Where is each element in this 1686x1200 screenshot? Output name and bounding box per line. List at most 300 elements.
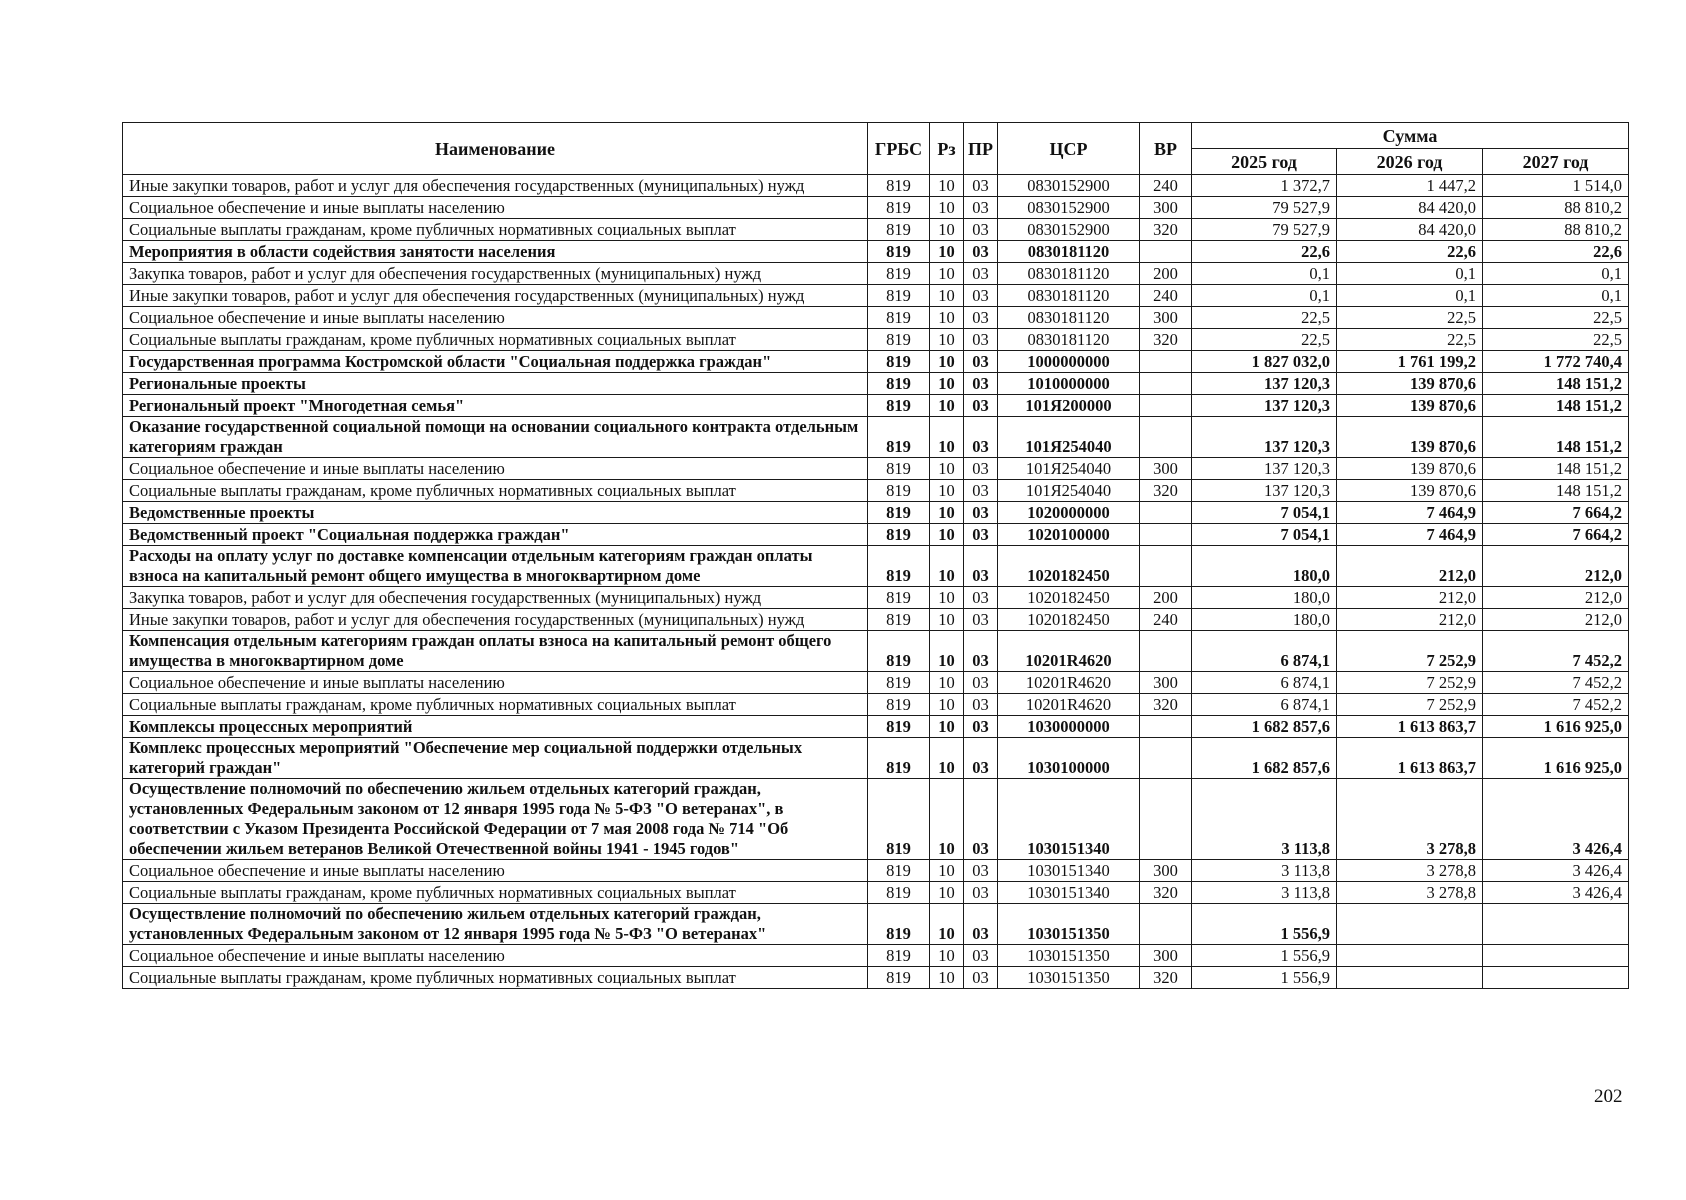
cell-csr: 101Я254040	[998, 458, 1140, 480]
cell-pr: 03	[964, 502, 998, 524]
cell-2025: 3 113,8	[1192, 882, 1337, 904]
table-row	[123, 631, 1629, 672]
cell-vr: 240	[1140, 175, 1192, 197]
cell-grbs: 819	[868, 241, 930, 263]
cell-csr: 1030151350	[998, 967, 1140, 989]
cell-name: Социальное обеспечение и иные выплаты населению	[123, 197, 868, 219]
cell-csr: 1020182450	[998, 546, 1140, 587]
cell-rz: 10	[930, 779, 964, 860]
cell-2026	[1337, 945, 1483, 967]
cell-rz: 10	[930, 502, 964, 524]
cell-csr: 1020100000	[998, 524, 1140, 546]
cell-2026: 1 613 863,7	[1337, 738, 1483, 779]
cell-2025: 1 556,9	[1192, 945, 1337, 967]
cell-rz: 10	[930, 967, 964, 989]
cell-grbs: 819	[868, 779, 930, 860]
table-header	[123, 123, 1629, 175]
cell-2027: 22,6	[1483, 241, 1629, 263]
header-year-2025: 2025 год	[1192, 149, 1337, 175]
cell-2025: 6 874,1	[1192, 694, 1337, 716]
cell-vr: 320	[1140, 967, 1192, 989]
cell-rz: 10	[930, 882, 964, 904]
cell-csr: 0830181120	[998, 263, 1140, 285]
cell-pr: 03	[964, 882, 998, 904]
cell-rz: 10	[930, 373, 964, 395]
cell-name: Осуществление полномочий по обеспечению жильем отдельных категорий граждан, установленных Федеральным законом от 12 января 1995 года № 5-ФЗ "О ветеранах", в соответствии с Указом Президента Российской Федерации от 7 мая 2008 года № 714 "Об обеспечении жильем ветеранов Великой Отечественной войны 1941 - 1945 годов"	[123, 779, 868, 860]
table-row	[123, 417, 1629, 458]
cell-2026: 139 870,6	[1337, 480, 1483, 502]
header-name: Наименование	[123, 123, 868, 175]
table-row	[123, 329, 1629, 351]
cell-grbs: 819	[868, 417, 930, 458]
cell-2026: 7 252,9	[1337, 672, 1483, 694]
table-row	[123, 587, 1629, 609]
cell-2027: 88 810,2	[1483, 219, 1629, 241]
cell-csr: 1030151350	[998, 904, 1140, 945]
cell-2026	[1337, 967, 1483, 989]
cell-2026: 212,0	[1337, 587, 1483, 609]
header-year-2026: 2026 год	[1337, 149, 1483, 175]
budget-table	[122, 122, 1629, 989]
cell-name: Социальные выплаты гражданам, кроме публичных нормативных социальных выплат	[123, 329, 868, 351]
cell-name: Комплексы процессных мероприятий	[123, 716, 868, 738]
cell-name: Закупка товаров, работ и услуг для обеспечения государственных (муниципальных) нужд	[123, 263, 868, 285]
cell-2025: 1 682 857,6	[1192, 738, 1337, 779]
cell-name: Государственная программа Костромской области "Социальная поддержка граждан"	[123, 351, 868, 373]
header-grbs: ГРБС	[868, 123, 930, 175]
table-row	[123, 285, 1629, 307]
table-row	[123, 779, 1629, 860]
cell-2025: 180,0	[1192, 587, 1337, 609]
table-row	[123, 967, 1629, 989]
cell-2027: 148 151,2	[1483, 417, 1629, 458]
cell-2027: 1 514,0	[1483, 175, 1629, 197]
cell-2027: 22,5	[1483, 307, 1629, 329]
cell-grbs: 819	[868, 219, 930, 241]
table-row	[123, 219, 1629, 241]
cell-csr: 1020000000	[998, 502, 1140, 524]
cell-csr: 1030151340	[998, 860, 1140, 882]
cell-2027: 7 452,2	[1483, 694, 1629, 716]
table-row	[123, 197, 1629, 219]
cell-csr: 1030151340	[998, 882, 1140, 904]
cell-grbs: 819	[868, 307, 930, 329]
cell-rz: 10	[930, 458, 964, 480]
cell-2027: 0,1	[1483, 263, 1629, 285]
cell-grbs: 819	[868, 351, 930, 373]
cell-2025: 22,6	[1192, 241, 1337, 263]
cell-2027: 3 426,4	[1483, 779, 1629, 860]
cell-2025: 137 120,3	[1192, 480, 1337, 502]
cell-name: Закупка товаров, работ и услуг для обеспечения государственных (муниципальных) нужд	[123, 587, 868, 609]
cell-grbs: 819	[868, 738, 930, 779]
table-row	[123, 694, 1629, 716]
table-row	[123, 945, 1629, 967]
cell-grbs: 819	[868, 609, 930, 631]
cell-vr: 240	[1140, 285, 1192, 307]
cell-grbs: 819	[868, 263, 930, 285]
table-row	[123, 480, 1629, 502]
cell-grbs: 819	[868, 458, 930, 480]
cell-2025: 0,1	[1192, 263, 1337, 285]
cell-2026: 7 252,9	[1337, 631, 1483, 672]
cell-2026: 0,1	[1337, 285, 1483, 307]
cell-grbs: 819	[868, 945, 930, 967]
cell-csr: 0830181120	[998, 307, 1140, 329]
cell-name: Социальное обеспечение и иные выплаты населению	[123, 458, 868, 480]
cell-2026: 22,5	[1337, 329, 1483, 351]
cell-pr: 03	[964, 631, 998, 672]
cell-2026: 0,1	[1337, 263, 1483, 285]
cell-2025: 22,5	[1192, 307, 1337, 329]
cell-name: Социальное обеспечение и иные выплаты населению	[123, 307, 868, 329]
cell-2025: 6 874,1	[1192, 631, 1337, 672]
cell-csr: 0830152900	[998, 175, 1140, 197]
table-body	[123, 175, 1629, 989]
cell-pr: 03	[964, 241, 998, 263]
cell-pr: 03	[964, 197, 998, 219]
cell-grbs: 819	[868, 197, 930, 219]
cell-csr: 0830181120	[998, 285, 1140, 307]
cell-2027: 212,0	[1483, 546, 1629, 587]
cell-csr: 1030151340	[998, 779, 1140, 860]
cell-2025: 3 113,8	[1192, 860, 1337, 882]
cell-rz: 10	[930, 263, 964, 285]
cell-pr: 03	[964, 524, 998, 546]
cell-2027: 88 810,2	[1483, 197, 1629, 219]
cell-pr: 03	[964, 219, 998, 241]
cell-grbs: 819	[868, 285, 930, 307]
page-number: 202	[1594, 1086, 1623, 1107]
header-vr: ВР	[1140, 123, 1192, 175]
cell-pr: 03	[964, 716, 998, 738]
cell-pr: 03	[964, 285, 998, 307]
cell-2026: 7 464,9	[1337, 502, 1483, 524]
cell-name: Ведомственный проект "Социальная поддержка граждан"	[123, 524, 868, 546]
cell-vr: 320	[1140, 219, 1192, 241]
cell-vr: 300	[1140, 307, 1192, 329]
cell-vr: 240	[1140, 609, 1192, 631]
cell-pr: 03	[964, 329, 998, 351]
cell-name: Социальное обеспечение и иные выплаты населению	[123, 860, 868, 882]
cell-csr: 0830181120	[998, 241, 1140, 263]
cell-grbs: 819	[868, 860, 930, 882]
cell-2025: 1 827 032,0	[1192, 351, 1337, 373]
table-row	[123, 738, 1629, 779]
cell-rz: 10	[930, 945, 964, 967]
cell-rz: 10	[930, 307, 964, 329]
cell-name: Компенсация отдельным категориям граждан оплаты взноса на капитальный ремонт общего имущества в многоквартирном доме	[123, 631, 868, 672]
cell-rz: 10	[930, 241, 964, 263]
cell-2026: 84 420,0	[1337, 197, 1483, 219]
cell-2026: 7 464,9	[1337, 524, 1483, 546]
table-row	[123, 672, 1629, 694]
cell-2027	[1483, 967, 1629, 989]
cell-grbs: 819	[868, 546, 930, 587]
table-row	[123, 716, 1629, 738]
cell-vr	[1140, 546, 1192, 587]
cell-csr: 1030000000	[998, 716, 1140, 738]
cell-2026	[1337, 904, 1483, 945]
cell-vr	[1140, 395, 1192, 417]
cell-csr: 10201R4620	[998, 694, 1140, 716]
cell-vr	[1140, 241, 1192, 263]
cell-vr	[1140, 417, 1192, 458]
cell-rz: 10	[930, 175, 964, 197]
cell-2027	[1483, 945, 1629, 967]
cell-csr: 101Я254040	[998, 417, 1140, 458]
cell-2025: 1 372,7	[1192, 175, 1337, 197]
cell-rz: 10	[930, 524, 964, 546]
table-row	[123, 458, 1629, 480]
cell-vr: 300	[1140, 197, 1192, 219]
cell-2027: 1 772 740,4	[1483, 351, 1629, 373]
table-row	[123, 175, 1629, 197]
cell-csr: 10201R4620	[998, 672, 1140, 694]
cell-2025: 1 556,9	[1192, 967, 1337, 989]
cell-vr	[1140, 373, 1192, 395]
header-csr: ЦСР	[998, 123, 1140, 175]
table-row	[123, 373, 1629, 395]
cell-2027: 1 616 925,0	[1483, 716, 1629, 738]
cell-2026: 84 420,0	[1337, 219, 1483, 241]
cell-2027: 148 151,2	[1483, 395, 1629, 417]
table-row	[123, 860, 1629, 882]
cell-2027: 3 426,4	[1483, 860, 1629, 882]
table-row	[123, 904, 1629, 945]
cell-2027	[1483, 904, 1629, 945]
table-row	[123, 882, 1629, 904]
cell-name: Социальное обеспечение и иные выплаты населению	[123, 672, 868, 694]
cell-vr: 300	[1140, 945, 1192, 967]
cell-2027: 0,1	[1483, 285, 1629, 307]
cell-csr: 1030151350	[998, 945, 1140, 967]
table-row	[123, 524, 1629, 546]
cell-pr: 03	[964, 779, 998, 860]
cell-pr: 03	[964, 395, 998, 417]
cell-pr: 03	[964, 672, 998, 694]
cell-grbs: 819	[868, 716, 930, 738]
cell-2027: 148 151,2	[1483, 373, 1629, 395]
cell-csr: 0830181120	[998, 329, 1140, 351]
cell-pr: 03	[964, 694, 998, 716]
cell-vr	[1140, 904, 1192, 945]
cell-2027: 7 664,2	[1483, 502, 1629, 524]
cell-2026: 139 870,6	[1337, 458, 1483, 480]
cell-name: Оказание государственной социальной помощи на основании социального контракта отдельным категориям граждан	[123, 417, 868, 458]
cell-pr: 03	[964, 417, 998, 458]
cell-vr: 300	[1140, 672, 1192, 694]
cell-name: Расходы на оплату услуг по доставке компенсации отдельным категориям граждан оплаты взноса на капитальный ремонт общего имущества в многоквартирном доме	[123, 546, 868, 587]
cell-vr	[1140, 738, 1192, 779]
cell-grbs: 819	[868, 329, 930, 351]
cell-grbs: 819	[868, 672, 930, 694]
cell-rz: 10	[930, 609, 964, 631]
cell-2025: 3 113,8	[1192, 779, 1337, 860]
cell-vr	[1140, 779, 1192, 860]
cell-rz: 10	[930, 860, 964, 882]
cell-name: Региональные проекты	[123, 373, 868, 395]
cell-vr	[1140, 524, 1192, 546]
cell-name: Региональный проект "Многодетная семья"	[123, 395, 868, 417]
cell-csr: 101Я200000	[998, 395, 1140, 417]
cell-pr: 03	[964, 307, 998, 329]
cell-2027: 7 452,2	[1483, 631, 1629, 672]
cell-2026: 1 761 199,2	[1337, 351, 1483, 373]
cell-grbs: 819	[868, 967, 930, 989]
cell-rz: 10	[930, 716, 964, 738]
cell-grbs: 819	[868, 904, 930, 945]
cell-rz: 10	[930, 738, 964, 779]
cell-vr: 320	[1140, 882, 1192, 904]
cell-vr: 320	[1140, 329, 1192, 351]
table-row	[123, 546, 1629, 587]
cell-vr: 200	[1140, 587, 1192, 609]
cell-rz: 10	[930, 587, 964, 609]
cell-vr	[1140, 502, 1192, 524]
cell-name: Социальные выплаты гражданам, кроме публичных нормативных социальных выплат	[123, 967, 868, 989]
cell-pr: 03	[964, 351, 998, 373]
cell-2025: 180,0	[1192, 609, 1337, 631]
cell-grbs: 819	[868, 694, 930, 716]
cell-2026: 3 278,8	[1337, 860, 1483, 882]
cell-2026: 22,6	[1337, 241, 1483, 263]
cell-name: Ведомственные проекты	[123, 502, 868, 524]
cell-csr: 1000000000	[998, 351, 1140, 373]
table-row	[123, 609, 1629, 631]
cell-2025: 180,0	[1192, 546, 1337, 587]
cell-2027: 7 664,2	[1483, 524, 1629, 546]
cell-grbs: 819	[868, 373, 930, 395]
cell-rz: 10	[930, 631, 964, 672]
cell-2025: 7 054,1	[1192, 524, 1337, 546]
cell-csr: 0830152900	[998, 197, 1140, 219]
cell-rz: 10	[930, 672, 964, 694]
cell-2025: 79 527,9	[1192, 197, 1337, 219]
cell-name: Мероприятия в области содействия занятости населения	[123, 241, 868, 263]
cell-csr: 0830152900	[998, 219, 1140, 241]
cell-2027: 3 426,4	[1483, 882, 1629, 904]
cell-vr	[1140, 716, 1192, 738]
cell-2026: 139 870,6	[1337, 395, 1483, 417]
cell-pr: 03	[964, 458, 998, 480]
cell-name: Социальные выплаты гражданам, кроме публичных нормативных социальных выплат	[123, 219, 868, 241]
cell-2026: 1 447,2	[1337, 175, 1483, 197]
cell-grbs: 819	[868, 175, 930, 197]
cell-pr: 03	[964, 587, 998, 609]
cell-csr: 1030100000	[998, 738, 1140, 779]
cell-grbs: 819	[868, 395, 930, 417]
cell-vr: 320	[1140, 694, 1192, 716]
cell-grbs: 819	[868, 502, 930, 524]
table-row	[123, 241, 1629, 263]
cell-2027: 1 616 925,0	[1483, 738, 1629, 779]
cell-2027: 7 452,2	[1483, 672, 1629, 694]
cell-rz: 10	[930, 219, 964, 241]
cell-grbs: 819	[868, 587, 930, 609]
table-row	[123, 263, 1629, 285]
table-row	[123, 351, 1629, 373]
cell-name: Социальные выплаты гражданам, кроме публичных нормативных социальных выплат	[123, 694, 868, 716]
cell-rz: 10	[930, 395, 964, 417]
cell-2025: 137 120,3	[1192, 373, 1337, 395]
cell-2026: 212,0	[1337, 546, 1483, 587]
cell-name: Комплекс процессных мероприятий "Обеспечение мер социальной поддержки отдельных категорий граждан"	[123, 738, 868, 779]
cell-2025: 22,5	[1192, 329, 1337, 351]
cell-vr: 200	[1140, 263, 1192, 285]
cell-2027: 148 151,2	[1483, 458, 1629, 480]
cell-name: Иные закупки товаров, работ и услуг для обеспечения государственных (муниципальных) нужд	[123, 285, 868, 307]
cell-2026: 22,5	[1337, 307, 1483, 329]
table-row	[123, 307, 1629, 329]
cell-rz: 10	[930, 329, 964, 351]
cell-2027: 212,0	[1483, 609, 1629, 631]
cell-name: Осуществление полномочий по обеспечению жильем отдельных категорий граждан, установленных Федеральным законом от 12 января 1995 года № 5-ФЗ "О ветеранах"	[123, 904, 868, 945]
cell-2026: 139 870,6	[1337, 417, 1483, 458]
cell-pr: 03	[964, 175, 998, 197]
cell-grbs: 819	[868, 631, 930, 672]
cell-2027: 148 151,2	[1483, 480, 1629, 502]
cell-name: Иные закупки товаров, работ и услуг для обеспечения государственных (муниципальных) нужд	[123, 175, 868, 197]
cell-vr	[1140, 351, 1192, 373]
cell-csr: 1010000000	[998, 373, 1140, 395]
cell-vr: 300	[1140, 458, 1192, 480]
cell-2026: 7 252,9	[1337, 694, 1483, 716]
table-row	[123, 395, 1629, 417]
cell-rz: 10	[930, 694, 964, 716]
cell-pr: 03	[964, 904, 998, 945]
cell-2026: 3 278,8	[1337, 779, 1483, 860]
cell-pr: 03	[964, 967, 998, 989]
header-year-2027: 2027 год	[1483, 149, 1629, 175]
cell-2025: 6 874,1	[1192, 672, 1337, 694]
cell-2027: 22,5	[1483, 329, 1629, 351]
cell-rz: 10	[930, 904, 964, 945]
cell-pr: 03	[964, 738, 998, 779]
cell-grbs: 819	[868, 480, 930, 502]
cell-vr: 300	[1140, 860, 1192, 882]
cell-name: Социальные выплаты гражданам, кроме публичных нормативных социальных выплат	[123, 480, 868, 502]
cell-name: Иные закупки товаров, работ и услуг для обеспечения государственных (муниципальных) нужд	[123, 609, 868, 631]
cell-2027: 212,0	[1483, 587, 1629, 609]
cell-csr: 1020182450	[998, 609, 1140, 631]
cell-2025: 7 054,1	[1192, 502, 1337, 524]
cell-name: Социальные выплаты гражданам, кроме публичных нормативных социальных выплат	[123, 882, 868, 904]
cell-pr: 03	[964, 945, 998, 967]
cell-grbs: 819	[868, 524, 930, 546]
cell-pr: 03	[964, 373, 998, 395]
cell-name: Социальное обеспечение и иные выплаты населению	[123, 945, 868, 967]
cell-grbs: 819	[868, 882, 930, 904]
cell-vr: 320	[1140, 480, 1192, 502]
cell-pr: 03	[964, 480, 998, 502]
header-rz: Рз	[930, 123, 964, 175]
cell-2025: 1 682 857,6	[1192, 716, 1337, 738]
header-pr: ПР	[964, 123, 998, 175]
cell-rz: 10	[930, 285, 964, 307]
header-sum: Сумма	[1192, 123, 1629, 149]
cell-2026: 1 613 863,7	[1337, 716, 1483, 738]
cell-rz: 10	[930, 417, 964, 458]
cell-2025: 79 527,9	[1192, 219, 1337, 241]
cell-rz: 10	[930, 480, 964, 502]
cell-pr: 03	[964, 609, 998, 631]
cell-2025: 137 120,3	[1192, 458, 1337, 480]
cell-2025: 0,1	[1192, 285, 1337, 307]
cell-csr: 101Я254040	[998, 480, 1140, 502]
cell-pr: 03	[964, 263, 998, 285]
cell-pr: 03	[964, 546, 998, 587]
